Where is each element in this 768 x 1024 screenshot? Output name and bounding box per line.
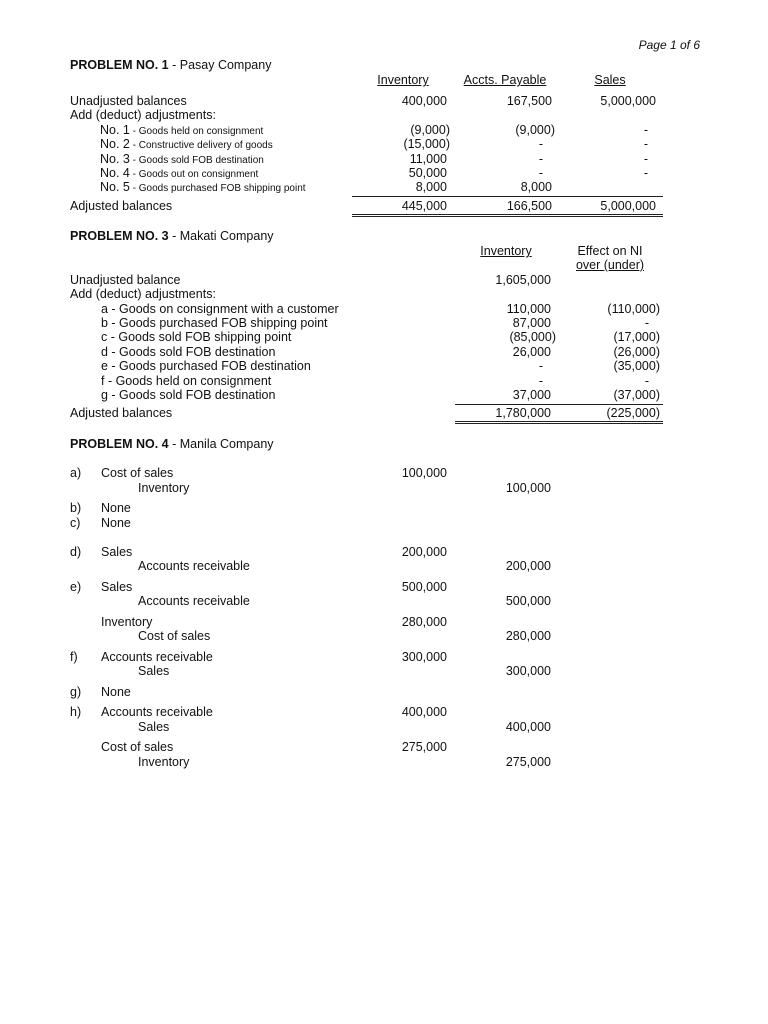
problem1-heading-number: PROBLEM NO. 1	[70, 58, 169, 72]
p1-adjusted-inventory: 445,000	[401, 199, 447, 213]
p1-item-3-payable: -	[538, 152, 543, 166]
p3-item-a-effect: (110,000)	[607, 302, 660, 316]
p4-entry-letter: d)	[70, 545, 82, 559]
p4-entry-credit-account: Cost of sales	[138, 629, 211, 643]
p1-adjustments-label: Add (deduct) adjustments:	[70, 108, 216, 122]
p3-item-e-inventory: -	[538, 359, 543, 373]
p1-item-4-inventory: 50,000	[408, 166, 447, 180]
p4-entry-credit-account: Sales	[138, 664, 170, 678]
p3-item-e-effect: (35,000)	[613, 359, 660, 373]
p1-item-2-sales: -	[643, 137, 648, 151]
p1-item-desc: - Goods purchased FOB shipping point	[129, 183, 306, 194]
problem4-heading-number: PROBLEM NO. 4	[70, 437, 169, 451]
p1-item-no: No. 5	[100, 180, 130, 194]
p3-col-header-over-under: over (under)	[575, 258, 645, 272]
p1-item-no: No. 4	[100, 166, 130, 180]
p1-item-3-inventory: 11,000	[409, 152, 447, 166]
problem3-heading	[70, 229, 274, 243]
p1-item-desc: - Constructive delivery of goods	[129, 140, 273, 151]
page-indicator: Page 1 of 6	[638, 38, 700, 52]
p1-double-rule	[352, 214, 663, 217]
p1-item-3-sales: -	[643, 152, 648, 166]
p1-unadjusted-sales: 5,000,000	[600, 94, 656, 108]
p3-item-d-effect: (26,000)	[613, 345, 660, 359]
p3-unadjusted-inventory: 1,605,000	[495, 273, 551, 287]
p3-item-b-inventory: 87,000	[512, 316, 551, 330]
p4-entry-credit-account: Inventory	[138, 481, 190, 495]
p3-item-a: a - Goods on consignment with a customer	[101, 302, 339, 316]
p3-col-header-inventory: Inventory	[480, 244, 532, 258]
p3-adjustments-label: Add (deduct) adjustments:	[70, 287, 216, 301]
p1-adjusted-label: Adjusted balances	[70, 199, 173, 213]
p4-entry-debit-amount: 100,000	[401, 466, 447, 480]
p3-item-e: e - Goods purchased FOB destination	[101, 359, 311, 373]
problem3-heading-number: PROBLEM NO. 3	[70, 229, 169, 243]
p4-entry-text: None	[101, 685, 131, 699]
p3-item-c-inventory: (85,000)	[509, 330, 556, 344]
p1-item-4-sales: -	[643, 166, 648, 180]
p1-item-1-payable: (9,000)	[515, 123, 555, 137]
problem3-heading-company: - Makati Company	[168, 229, 274, 243]
p4-entry-credit-amount: 300,000	[505, 664, 551, 678]
p1-total-rule	[352, 196, 663, 197]
p1-unadjusted-inventory: 400,000	[401, 94, 447, 108]
p4-entry-debit-amount: 200,000	[401, 545, 447, 559]
p4-entry-debit-amount: 300,000	[401, 650, 447, 664]
p4-entry-debit-amount: 275,000	[401, 740, 447, 754]
p1-unadjusted-label: Unadjusted balances	[70, 94, 187, 108]
p4-entry-letter: e)	[70, 580, 82, 594]
p3-adjusted-effect: (225,000)	[606, 406, 660, 420]
p4-entry-credit-account: Accounts receivable	[138, 559, 250, 573]
p3-item-a-inventory: 110,000	[506, 302, 551, 316]
p3-item-g-inventory: 37,000	[512, 388, 551, 402]
p1-item-5-inventory: 8,000	[415, 180, 447, 194]
p4-entry-letter: c)	[70, 516, 81, 530]
p1-item-desc: - Goods out on consignment	[129, 169, 259, 180]
p4-entry-credit-account: Inventory	[138, 755, 190, 769]
p4-entry-letter: b)	[70, 501, 82, 515]
p1-col-header-accts-payable: Accts. Payable	[463, 73, 547, 87]
p1-item-4-payable: -	[538, 166, 543, 180]
p4-entry-credit-amount: 200,000	[505, 559, 551, 573]
p1-item-2-inventory: (15,000)	[403, 137, 450, 151]
problem4-heading	[70, 437, 274, 451]
p3-adjusted-label: Adjusted balances	[70, 406, 173, 420]
p3-item-b: b - Goods purchased FOB shipping point	[101, 316, 328, 330]
p4-entry-debit-account: Sales	[101, 580, 133, 594]
p4-entry-credit-amount: 100,000	[505, 481, 551, 495]
p3-item-g: g - Goods sold FOB destination	[101, 388, 276, 402]
p1-item-desc: - Goods held on consignment	[129, 126, 264, 137]
p1-item-2-payable: -	[538, 137, 543, 151]
p4-entry-debit-account: Accounts receivable	[101, 650, 213, 664]
p4-entry-debit-account: Cost of sales	[101, 740, 174, 754]
p4-entry-debit-account: Inventory	[101, 615, 153, 629]
p3-item-f-effect: -	[644, 374, 649, 388]
p1-item-5	[100, 180, 306, 196]
p3-item-g-effect: (37,000)	[613, 388, 660, 402]
p1-item-no: No. 3	[100, 152, 130, 166]
p4-entry-letter: f)	[70, 650, 78, 664]
p3-item-f: f - Goods held on consignment	[101, 374, 272, 388]
p4-entry-debit-account: Sales	[101, 545, 133, 559]
p3-item-c: c - Goods sold FOB shipping point	[101, 330, 292, 344]
p4-entry-letter: a)	[70, 466, 82, 480]
p4-entry-debit-account: Cost of sales	[101, 466, 174, 480]
problem4-heading-company: - Manila Company	[168, 437, 274, 451]
p1-adjusted-sales: 5,000,000	[600, 199, 656, 213]
p4-entry-debit-amount: 280,000	[401, 615, 447, 629]
p4-entry-credit-amount: 500,000	[505, 594, 551, 608]
p1-item-desc: - Goods sold FOB destination	[129, 155, 264, 166]
p4-entry-credit-amount: 280,000	[505, 629, 551, 643]
p4-entry-text: None	[101, 516, 131, 530]
p1-adjusted-payable: 166,500	[506, 199, 552, 213]
p4-entry-letter: g)	[70, 685, 82, 699]
p1-item-no: No. 1	[100, 123, 130, 137]
problem1-heading	[70, 58, 271, 72]
p1-col-header-inventory: Inventory	[377, 73, 429, 87]
p4-entry-debit-amount: 400,000	[401, 705, 447, 719]
problem1-heading-company: - Pasay Company	[168, 58, 272, 72]
p3-item-c-effect: (17,000)	[613, 330, 660, 344]
p3-col-header-effect: Effect on NI	[577, 244, 643, 258]
p1-unadjusted-payable: 167,500	[506, 94, 552, 108]
p3-adjusted-inventory: 1,780,000	[495, 406, 551, 420]
p3-item-f-inventory: -	[538, 374, 543, 388]
p4-entry-debit-amount: 500,000	[401, 580, 447, 594]
p4-entry-debit-account: Accounts receivable	[101, 705, 213, 719]
p3-item-d-inventory: 26,000	[512, 345, 551, 359]
p4-entry-credit-account: Sales	[138, 720, 170, 734]
p3-item-d: d - Goods sold FOB destination	[101, 345, 276, 359]
p4-entry-credit-account: Accounts receivable	[138, 594, 250, 608]
p1-item-1-inventory: (9,000)	[410, 123, 450, 137]
p3-double-rule	[455, 421, 663, 424]
p1-col-header-sales: Sales	[594, 73, 626, 87]
p3-unadjusted-label: Unadjusted balance	[70, 273, 181, 287]
p4-entry-credit-amount: 400,000	[505, 720, 551, 734]
p1-item-1-sales: -	[643, 123, 648, 137]
p1-item-no: No. 2	[100, 137, 130, 151]
p4-entry-credit-amount: 275,000	[505, 755, 551, 769]
p1-item-5-payable: 8,000	[520, 180, 552, 194]
p4-entry-text: None	[101, 501, 131, 515]
p3-item-b-effect: -	[644, 316, 649, 330]
p1-item-2	[100, 137, 273, 153]
p4-entry-letter: h)	[70, 705, 82, 719]
p3-total-rule	[455, 404, 663, 405]
